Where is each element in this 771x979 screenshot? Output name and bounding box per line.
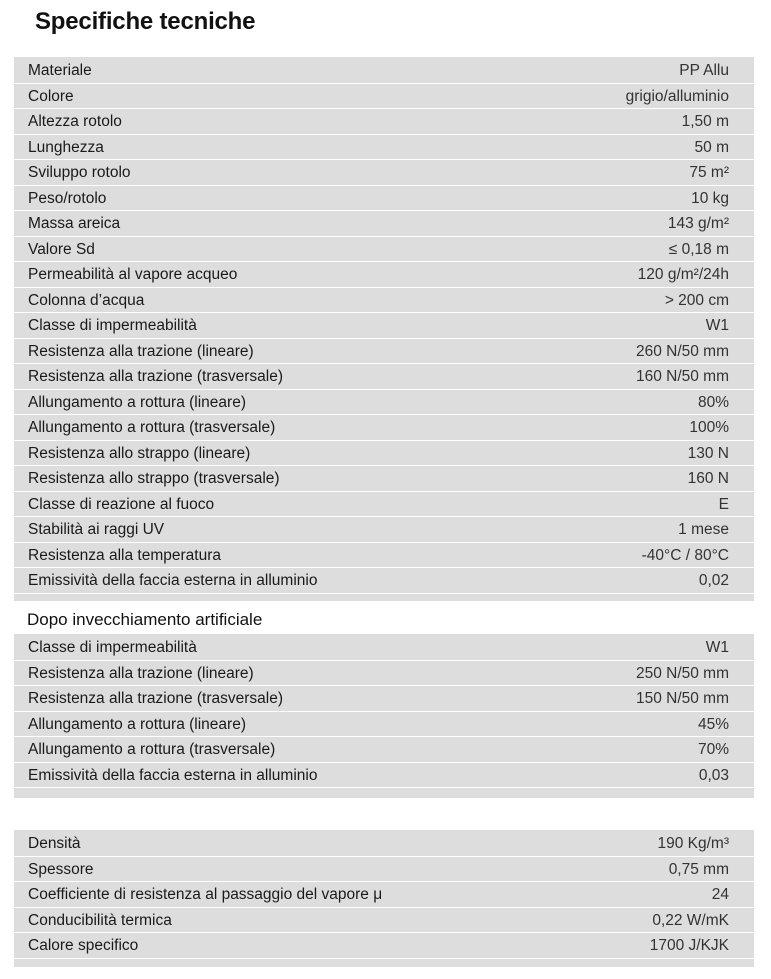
- spec-row: [14, 686, 754, 712]
- spec-value: grigio/alluminio: [625, 87, 729, 105]
- spec-value: 160 N: [687, 470, 729, 487]
- spec-value: 130 N: [687, 444, 729, 462]
- spec-row: [14, 568, 754, 594]
- spec-value: 10 kg: [691, 189, 729, 207]
- spec-label: Resistenza alla trazione (trasversale): [28, 368, 283, 385]
- physical-specs-rows: [14, 831, 754, 959]
- spec-value: PP Allu: [679, 62, 729, 79]
- spec-row: [14, 466, 754, 492]
- spec-label: Colonna d’acqua: [28, 291, 145, 309]
- spec-label: Sviluppo rotolo: [28, 164, 131, 181]
- spec-row: [14, 186, 754, 212]
- spec-label: Coefficiente di resistenza al passaggio del vapore μ: [28, 886, 383, 903]
- spec-row: [14, 390, 754, 416]
- spec-row: [14, 364, 754, 390]
- spec-row: [14, 58, 754, 84]
- spec-value: E: [718, 495, 729, 513]
- spec-row: [14, 492, 754, 518]
- main-specs-rows: [14, 58, 754, 594]
- spec-row: [14, 908, 754, 934]
- spec-value: 160 N/50 mm: [635, 368, 729, 385]
- spec-row: [14, 160, 754, 186]
- spec-label: Allungamento a rottura (trasversale): [28, 419, 276, 436]
- spec-label: Allungamento a rottura (lineare): [28, 393, 246, 411]
- spec-label: Spessore: [28, 860, 94, 878]
- spec-row: [14, 882, 754, 908]
- spec-value: 1 mese: [678, 521, 729, 538]
- spec-row: [14, 831, 754, 857]
- spec-row: [14, 84, 754, 110]
- spec-value: 80%: [697, 393, 729, 411]
- spec-label: Stabilità ai raggi UV: [28, 521, 165, 538]
- spec-row: [14, 415, 754, 441]
- page-title: Specifiche tecniche: [35, 8, 256, 35]
- spec-row: [14, 109, 754, 135]
- spec-value: 1700 J/KJK: [649, 937, 729, 954]
- spec-value: ≤ 0,18 m: [668, 240, 729, 258]
- spec-value: 143 g/m²: [667, 215, 729, 232]
- spec-label: Resistenza allo strappo (trasversale): [28, 470, 280, 487]
- spec-label: Permeabilità al vapore acqueo: [28, 266, 238, 283]
- spec-label: Massa areica: [28, 215, 121, 232]
- aging-section-heading: Dopo invecchiamento artificiale: [27, 610, 263, 629]
- spec-value: 260 N/50 mm: [635, 342, 729, 360]
- spec-label: Emissività della faccia esterna in alluminio: [28, 766, 318, 784]
- spec-label: Conducibilità termica: [28, 911, 172, 929]
- spec-row: [14, 339, 754, 365]
- spec-value: > 200 cm: [664, 291, 729, 309]
- spec-label: Resistenza alla trazione (trasversale): [28, 690, 283, 707]
- spec-label: Resistenza alla temperatura: [28, 546, 221, 564]
- spec-row: [14, 933, 754, 959]
- spec-row: [14, 441, 754, 467]
- spec-value: 0,02: [698, 572, 729, 589]
- spec-value: W1: [705, 639, 729, 656]
- spec-row: [14, 135, 754, 161]
- spec-value: 250 N/50 mm: [635, 664, 729, 682]
- spec-label: Calore specifico: [28, 937, 139, 954]
- spec-label: Materiale: [28, 62, 92, 79]
- spec-row: [14, 543, 754, 569]
- spec-row: [14, 712, 754, 738]
- spec-value: 50 m: [694, 138, 729, 156]
- spec-label: Valore Sd: [28, 240, 95, 258]
- spec-label: Colore: [28, 87, 74, 105]
- spec-value: 70%: [697, 741, 729, 758]
- spec-value: 0,03: [698, 766, 729, 784]
- spec-label: Resistenza allo strappo (lineare): [28, 444, 251, 462]
- spec-row: [14, 635, 754, 661]
- spec-row: [14, 517, 754, 543]
- spec-value: 100%: [689, 419, 729, 436]
- spec-row: [14, 237, 754, 263]
- aging-specs-table: [14, 634, 754, 798]
- spec-value: 120 g/m²/24h: [637, 266, 729, 283]
- main-specs-table: [14, 57, 754, 601]
- spec-label: Altezza rotolo: [28, 113, 122, 130]
- spec-label: Peso/rotolo: [28, 189, 107, 207]
- spec-label: Classe di impermeabilità: [28, 317, 197, 334]
- spec-label: Densità: [28, 835, 81, 852]
- spec-row: [14, 763, 754, 789]
- spec-value: 0,75 mm: [668, 860, 729, 878]
- physical-specs-table: [14, 830, 754, 967]
- spec-label: Allungamento a rottura (lineare): [28, 715, 246, 733]
- spec-value: 0,22 W/mK: [652, 911, 729, 929]
- spec-row: [14, 737, 754, 763]
- spec-label: Resistenza alla trazione (lineare): [28, 342, 254, 360]
- spec-label: Classe di impermeabilità: [28, 639, 197, 656]
- spec-label: Allungamento a rottura (trasversale): [28, 741, 276, 758]
- spec-row: [14, 313, 754, 339]
- spec-row: [14, 288, 754, 314]
- spec-label: Classe di reazione al fuoco: [28, 495, 215, 513]
- spec-value: 1,50 m: [681, 113, 729, 130]
- aging-specs-rows: [14, 635, 754, 788]
- spec-value: W1: [705, 317, 729, 334]
- spec-value: 150 N/50 mm: [635, 690, 729, 707]
- spec-label: Emissività della faccia esterna in alluminio: [28, 572, 318, 589]
- spec-label: Lunghezza: [28, 138, 104, 156]
- spec-label: Resistenza alla trazione (lineare): [28, 664, 254, 682]
- spec-value: 75 m²: [689, 164, 729, 181]
- spec-row: [14, 857, 754, 883]
- spec-value: 45%: [697, 715, 729, 733]
- spec-row: [14, 661, 754, 687]
- spec-value: 190 Kg/m³: [657, 835, 729, 852]
- spec-value: 24: [711, 886, 729, 903]
- spec-row: [14, 211, 754, 237]
- spec-value: -40°C / 80°C: [641, 546, 729, 564]
- spec-row: [14, 262, 754, 288]
